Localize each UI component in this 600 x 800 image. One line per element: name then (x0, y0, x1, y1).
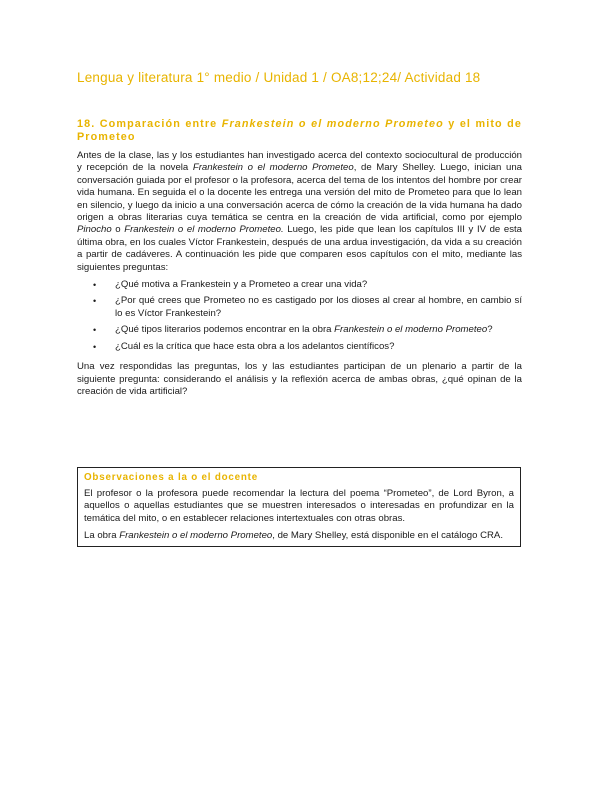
obs-text-post: , de Mary Shelley, está disponible en el catálogo CRA. (272, 530, 503, 542)
intro-text-1: Antes de la clase, las y los estudiantes han investigado acerca del contexto sociocultural de producción y recepción de la novela (77, 150, 522, 174)
questions-list (77, 279, 522, 353)
activity-heading (77, 118, 522, 144)
question-text: ¿Qué motiva a Frankestein y a Prometeo a crear una vida? (115, 279, 368, 291)
intro-paragraph (77, 150, 522, 274)
heading-book-title: Frankestein o el moderno Prometeo (221, 118, 444, 130)
question-text-pre: ¿Qué tipos literarios podemos encontrar en la obra (115, 324, 335, 336)
closing-paragraph: Una vez respondidas las preguntas, los y las estudiantes participan de un plenario a partir de la siguiente pregunta: considerando el análisis y la reflexión acerca de ambas obras, ¿qué opinan de la creación de vida artificial? (77, 361, 522, 397)
question-item (77, 279, 522, 291)
question-item (77, 295, 522, 320)
intro-text-4: Luego, les pide que lean los capítulos III y IV de esta última obra, en los cuales Víctor Frankestein, después de una ardua investigación, da vida a su creación a partir de cadáveres. A continuación les pide que comparen esos capítulos con el mito, mediante las siguientes preguntas: (77, 224, 522, 273)
intro-italic-1: Frankestein o el moderno Prometeo (192, 162, 354, 174)
intro-text-2: , de Mary Shelley. Luego, inician una conversación guiada por el profesor o la profesora, acerca del tema de los intentos del hombre por crear vida humana. En seguida el o la docente les entrega una versión del mito de Prometeo para que lo lean en silencio, y luego da inicio a una conversación acerca de cómo la creación de la vida humana ha dado origen a obras literarias cuya temática se centra en la creación de vida artificial, como por ejemplo (77, 162, 523, 224)
activity-section (77, 118, 522, 398)
observations-title: Observaciones a la o el docente (84, 472, 258, 483)
teacher-observations-box (77, 467, 521, 547)
heading-text-post: y el mito de Prometeo (77, 118, 522, 143)
question-item (77, 324, 522, 336)
question-text-post: ? (487, 324, 493, 336)
observations-paragraph-2 (84, 530, 514, 542)
obs-text-pre: La obra (84, 530, 120, 542)
question-text: ¿Cuál es la crítica que hace esta obra a los adelantos científicos? (115, 340, 395, 352)
obs-book-title: Frankestein o el moderno Prometeo (119, 530, 273, 542)
intro-italic-2: Pinocho (77, 224, 112, 236)
observations-paragraph-1: El profesor o la profesora puede recomendar la lectura del poema “Prometeo”, de Lord Byron, a aquellos o aquellas estudiantes que se muestren interesados o interesadas en profundizar en la temática del mito, o en establecer relaciones intertextuales con otras obras. (84, 488, 514, 524)
intro-text-3: o (111, 224, 125, 236)
question-book-title: Frankestein o el moderno Prometeo (334, 324, 488, 336)
intro-italic-3: Frankestein o el moderno Prometeo. (124, 224, 284, 236)
heading-text-pre: 18. Comparación entre (77, 118, 222, 130)
question-item (77, 341, 522, 353)
page-header-title: Lengua y literatura 1° medio / Unidad 1 / OA8;12;24/ Actividad 18 (77, 70, 481, 85)
question-text: ¿Por qué crees que Prometeo no es castigado por los dioses al crear al hombre, en cambio sí lo es Víctor Frankestein? (115, 295, 522, 319)
